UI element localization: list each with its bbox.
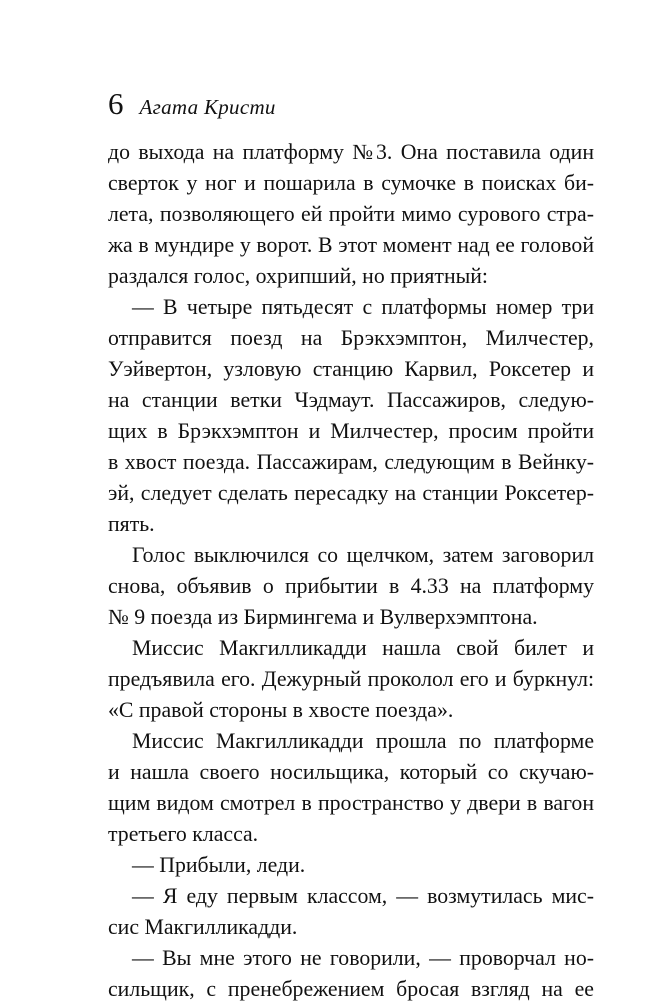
text-line: раздался голос, охрипший, но приятный: xyxy=(108,264,488,288)
text-line: Уэйвертон, узловую станцию Карвил, Роксетер и xyxy=(108,357,594,381)
running-head: Агата Кристи xyxy=(139,95,276,119)
text-line: жа в мундире у ворот. В этот момент над ее головой xyxy=(108,233,594,257)
text-line: сверток у ног и пошарила в сумочке в поисках би- xyxy=(108,171,594,195)
text-line: сис Макгилликадди. xyxy=(108,915,298,939)
text-line: № 9 поезда из Бирмингема и Вулверхэмптона. xyxy=(108,605,538,629)
text-line: отправится поезд на Брэкхэмптон, Милчестер, xyxy=(108,326,594,350)
text-line: — Я еду первым классом, — возмутилась мис- xyxy=(132,884,594,908)
text-line: — Вы мне этого не говорили, — проворчал но- xyxy=(132,946,594,970)
text-line: — В четыре пятьдесят с платформы номер три xyxy=(132,295,594,319)
text-line: третьего класса. xyxy=(108,822,259,846)
page-header xyxy=(108,86,276,122)
body-text xyxy=(108,137,594,1005)
text-line: в хвост поезда. Пассажирам, следующим в Вейнку- xyxy=(108,450,594,474)
text-line: — Прибыли, леди. xyxy=(132,853,306,877)
text-line: «С правой стороны в хвосте поезда». xyxy=(108,698,454,722)
text-line: Миссис Макгилликадди прошла по платформе xyxy=(132,729,594,753)
text-line: сильщик, с пренебрежением бросая взгляд на ее xyxy=(108,977,594,1001)
text-line: Голос выключился со щелчком, затем заговорил xyxy=(132,543,594,567)
text-line: щим видом смотрел в пространство у двери в вагон xyxy=(108,791,594,815)
text-line: до выхода на платформу №3. Она поставила один xyxy=(108,140,594,164)
text-line: пять. xyxy=(108,512,155,536)
text-line: щих в Брэкхэмптон и Милчестер, просим пройти xyxy=(108,419,594,443)
text-line: эй, следует сделать пересадку на станции Роксетер- xyxy=(108,481,594,505)
text-line: снова, объявив о прибытии в 4.33 на платформу xyxy=(108,574,594,598)
text-line: лета, позволяющего ей пройти мимо сурового стра- xyxy=(108,202,594,226)
text-line: на станции ветки Чэдмаут. Пассажиров, следую- xyxy=(108,388,594,412)
page-number: 6 xyxy=(108,86,124,121)
text-line: Миссис Макгилликадди нашла свой билет и xyxy=(132,636,594,660)
text-line: и нашла своего носильщика, который со скучаю- xyxy=(108,760,594,784)
text-line: предъявила его. Дежурный проколол его и буркнул: xyxy=(108,667,594,691)
